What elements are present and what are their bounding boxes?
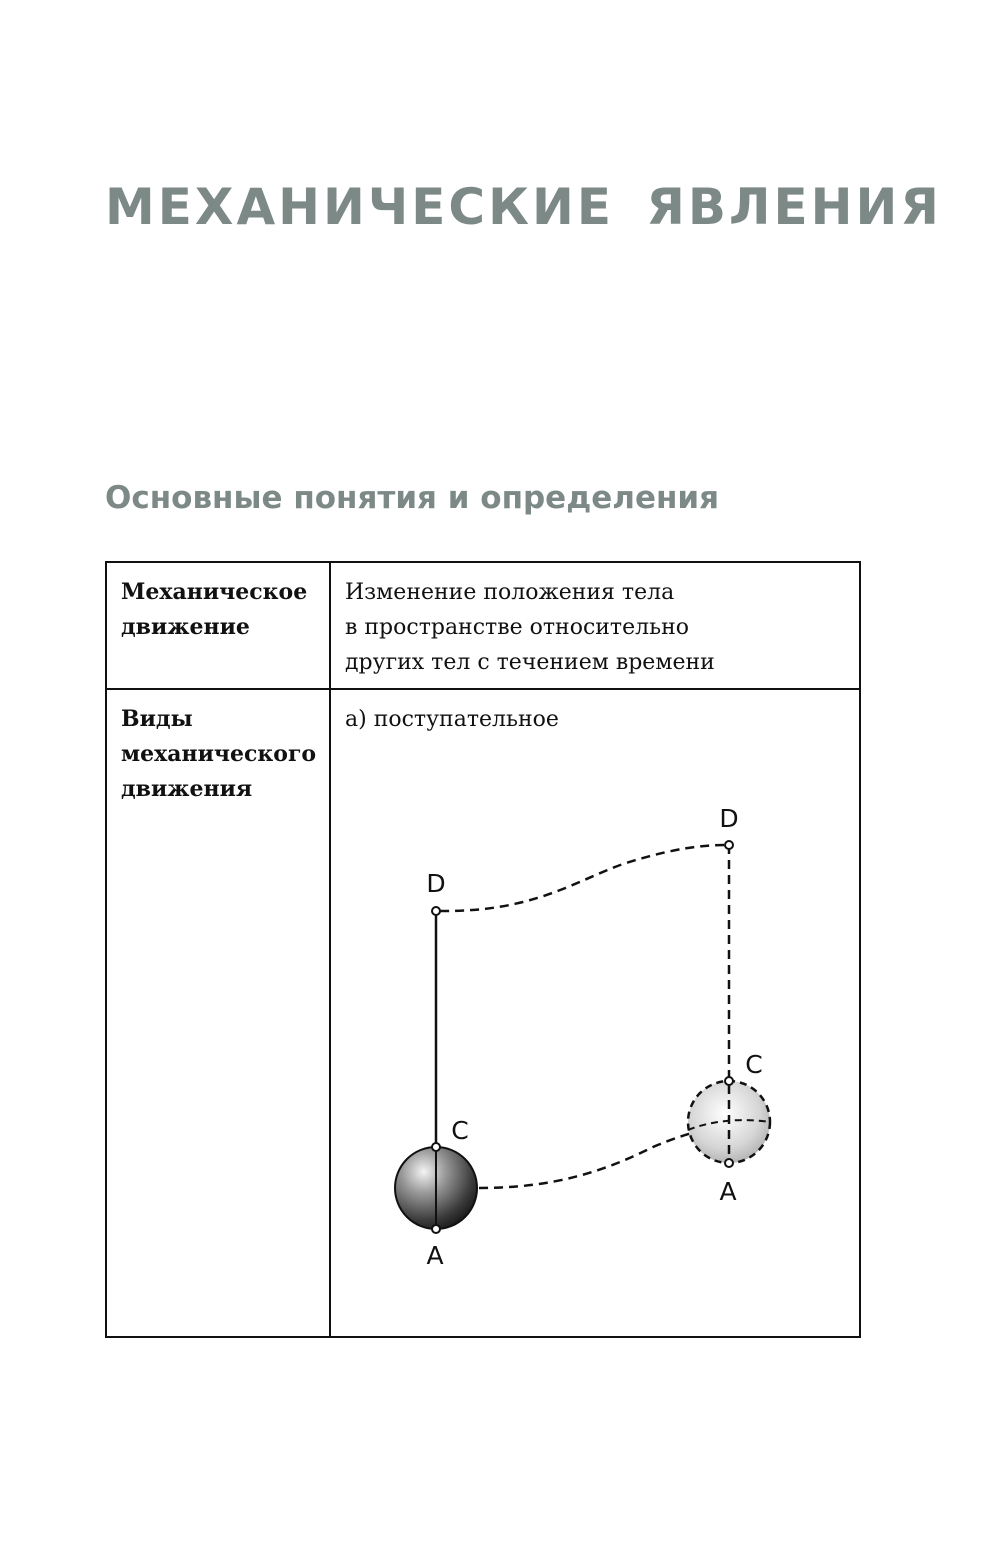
translational-motion-diagram — [331, 690, 831, 1330]
term-cell — [106, 689, 330, 1337]
term-line: движения — [121, 776, 253, 802]
term-line: механического — [121, 741, 317, 767]
point-d-start-marker — [432, 907, 440, 915]
trajectory-top-path — [440, 845, 726, 911]
point-a-start-marker — [432, 1225, 440, 1233]
label-c-start: C — [451, 1116, 469, 1145]
point-d-end-marker — [725, 841, 733, 849]
chapter-title: МЕХАНИЧЕСКИЕ ЯВЛЕНИЯ — [105, 178, 942, 236]
label-c-end: C — [745, 1050, 763, 1079]
term-line: движение — [121, 614, 250, 640]
definition-line: других тел с течением времени — [345, 650, 715, 675]
label-a-end: A — [719, 1177, 737, 1206]
point-a-end-marker — [725, 1159, 733, 1167]
term-cell — [106, 562, 330, 689]
section-title: Основные понятия и определения — [105, 480, 720, 516]
point-c-start-marker — [432, 1143, 440, 1151]
term-line: Механическое — [121, 579, 308, 605]
definition-line: в пространстве относительно — [345, 615, 689, 640]
label-a-start: A — [426, 1241, 444, 1270]
label-d-start: D — [426, 869, 446, 898]
diagram-cell — [330, 689, 860, 1337]
definition-line: а) поступательное — [345, 707, 559, 732]
point-c-end-marker — [725, 1077, 733, 1085]
table-row — [106, 689, 860, 1337]
term-line: Виды — [121, 706, 193, 732]
label-d-end: D — [719, 804, 739, 833]
definitions-table — [105, 561, 861, 1338]
table-row — [106, 562, 860, 689]
definition-cell — [330, 562, 860, 689]
definition-line: Изменение положения тела — [345, 580, 675, 605]
